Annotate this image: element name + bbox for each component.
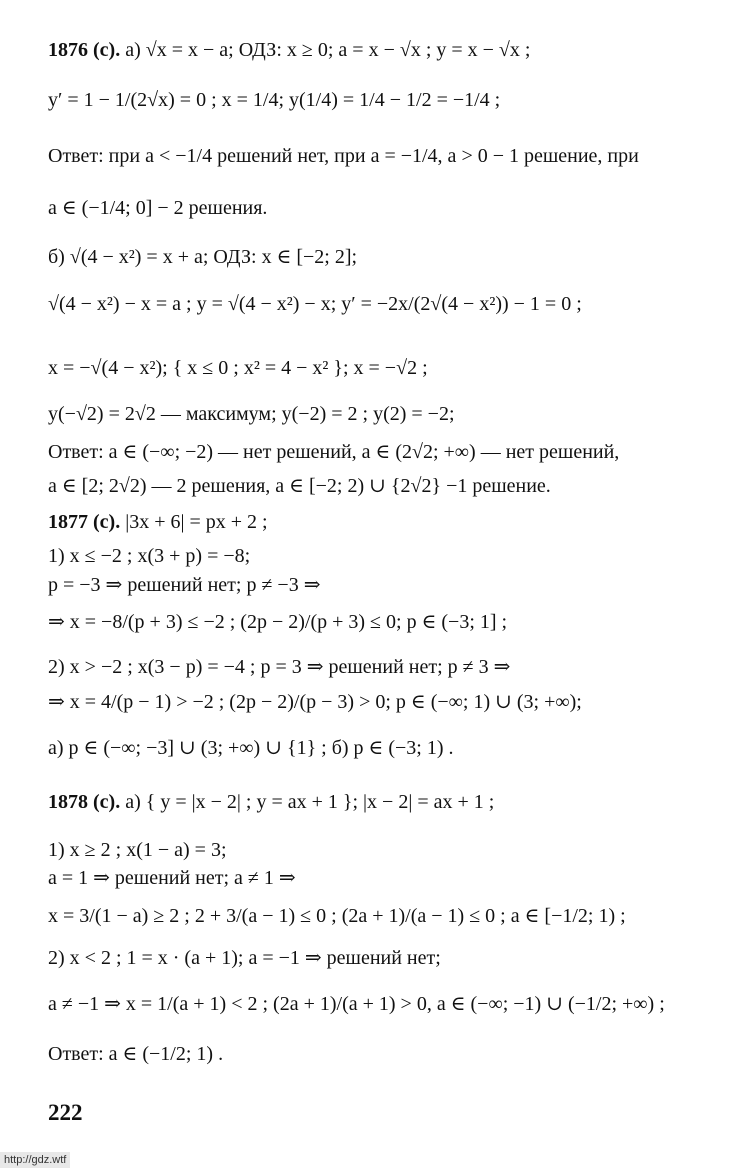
line-text: p = −3 ⇒ решений нет; p ≠ −3 ⇒	[48, 574, 321, 596]
line-text: y(−√2) = 2√2 — максимум; y(−2) = 2 ; y(2) = −2;	[48, 403, 455, 425]
line-text: 2) x < 2 ; 1 = x · (a + 1); a = −1 ⇒ решений нет;	[48, 947, 441, 969]
problem-number: 1876 (с).	[48, 39, 121, 61]
text-line	[48, 838, 699, 862]
text-line	[48, 544, 699, 568]
line-text: 1) x ≤ −2 ; x(3 + p) = −8;	[48, 545, 251, 567]
problem-number: 1877 (с).	[48, 511, 121, 533]
line-text: √(4 − x²) − x = a ; y = √(4 − x²) − x; y′ = −2x/(2√(4 − x²)) − 1 = 0 ;	[48, 293, 582, 315]
line-text: a ∈ [2; 2√2) — 2 решения, a ∈ [−2; 2) ∪ {2√2} −1 решение.	[48, 475, 551, 497]
text-line	[48, 290, 699, 318]
text-line	[48, 946, 699, 970]
text-line	[48, 245, 699, 269]
text-line	[48, 902, 699, 930]
line-text: а) p ∈ (−∞; −3] ∪ (3; +∞) ∪ {1} ; б) p ∈ (−3; 1) .	[48, 737, 454, 759]
text-line	[48, 440, 699, 464]
line-text: Ответ: a ∈ (−1/2; 1) .	[48, 1043, 224, 1065]
page-number: 222	[48, 1100, 83, 1125]
line-text: y′ = 1 − 1/(2√x) = 0 ; x = 1/4; y(1/4) = 1/4 − 1/2 = −1/4 ;	[48, 89, 501, 111]
line-text: а) √x = x − a; ОДЗ: x ≥ 0; a = x − √x ; y = x − √x ;	[125, 39, 531, 61]
text-line	[48, 86, 699, 114]
line-text: x = 3/(1 − a) ≥ 2 ; 2 + 3/(a − 1) ≤ 0 ; (2a + 1)/(a − 1) ≤ 0 ; a ∈ [−1/2; 1) ;	[48, 905, 626, 927]
line-text: Ответ: a ∈ (−∞; −2) — нет решений, a ∈ (2√2; +∞) — нет решений,	[48, 441, 620, 463]
text-line	[48, 196, 699, 220]
line-text: Ответ: при a < −1/4 решений нет, при a = −1/4, a > 0 − 1 решение, при	[48, 145, 639, 167]
line-text: a = 1 ⇒ решений нет; a ≠ 1 ⇒	[48, 867, 296, 889]
text-line	[48, 655, 699, 679]
line-text: a ∈ (−1/4; 0] − 2 решения.	[48, 197, 268, 219]
text-line	[48, 990, 699, 1018]
text-line	[48, 573, 699, 597]
text-line	[48, 736, 699, 760]
text-line	[48, 510, 699, 534]
text-line	[48, 1042, 699, 1066]
text-line	[48, 474, 699, 498]
line-text: б) √(4 − x²) = x + a; ОДЗ: x ∈ [−2; 2];	[48, 246, 358, 268]
text-line	[48, 38, 699, 62]
line-text: 2) x > −2 ; x(3 − p) = −4 ; p = 3 ⇒ решений нет; p ≠ 3 ⇒	[48, 656, 511, 678]
line-text: a ≠ −1 ⇒ x = 1/(a + 1) < 2 ; (2a + 1)/(a + 1) > 0, a ∈ (−∞; −1) ∪ (−1/2; +∞) ;	[48, 993, 665, 1015]
text-line	[48, 688, 699, 716]
line-text: ⇒ x = −8/(p + 3) ≤ −2 ; (2p − 2)/(p + 3) ≤ 0; p ∈ (−3; 1] ;	[48, 611, 508, 633]
text-line	[48, 608, 699, 636]
text-line	[48, 790, 699, 814]
text-line	[48, 356, 699, 380]
line-text: ⇒ x = 4/(p − 1) > −2 ; (2p − 2)/(p − 3) > 0; p ∈ (−∞; 1) ∪ (3; +∞);	[48, 691, 582, 713]
line-text: x = −√(4 − x²); { x ≤ 0 ; x² = 4 − x² }; x = −√2 ;	[48, 357, 428, 379]
text-line	[48, 402, 699, 426]
text-line	[48, 866, 699, 890]
watermark: http://gdz.wtf	[0, 1152, 70, 1168]
line-text: 1) x ≥ 2 ; x(1 − a) = 3;	[48, 839, 227, 861]
line-text: |3x + 6| = px + 2 ;	[125, 511, 268, 533]
line-text: а) { y = |x − 2| ; y = ax + 1 }; |x − 2| = ax + 1 ;	[125, 791, 495, 813]
problem-number: 1878 (с).	[48, 791, 121, 813]
text-line	[48, 144, 699, 168]
